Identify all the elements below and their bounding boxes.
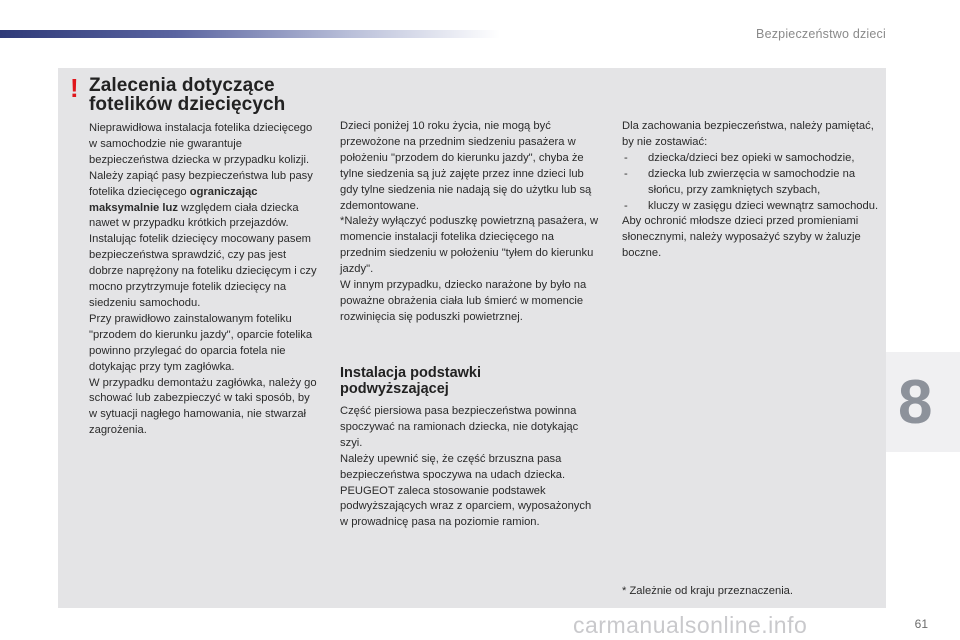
subsection-title-line2: podwyższającej xyxy=(340,381,449,397)
col2-paragraph-6: PEUGEOT zaleca stosowanie podstawek podwyższających wraz z oparciem, wyposażonych w prowadnicę pasa na poziomie ramion. xyxy=(340,484,592,529)
column-1 xyxy=(89,121,317,439)
col2-paragraph-1: Dzieci poniżej 10 roku życia, nie mogą być przewożone na przednim siedzeniu pasażera w położeniu "przodem do kierunku jazdy", chyba że tylne siedzenia są już zajęte przez inne dzieci lub gdy tylne siedzenia nie nadają się do użytku lub są zdemontowane. xyxy=(340,120,592,212)
subsection-title xyxy=(340,365,560,397)
col3-outro: Aby ochronić młodsze dzieci przed promieniami słonecznymi, należy wyposażyć szyby w żaluzje boczne. xyxy=(622,215,861,260)
section-title-line2: fotelików dziecięcych xyxy=(89,94,286,115)
column-2-lower xyxy=(340,404,602,531)
column-2 xyxy=(340,119,602,326)
watermark: carmanualsonline.info xyxy=(573,612,808,638)
list-item: - kluczy w zasięgu dzieci wewnątrz samochodu. xyxy=(622,199,884,215)
list-item: - dziecka/dzieci bez opieki w samochodzie, xyxy=(622,151,884,167)
col2-paragraph-4: Część piersiowa pasa bezpieczeństwa powinna spoczywać na ramionach dziecka, nie dotykając szyi. xyxy=(340,405,579,449)
col1-paragraph-3: Instalując fotelik dziecięcy mocowany pasem bezpieczeństwa sprawdzić, czy pas jest dobrze naprężony na foteliku dziecięcym i czy mocno przytrzymuje fotelik dziecięcy na siedzeniu samochodu. xyxy=(89,233,317,309)
column-3 xyxy=(622,119,884,262)
col1-p2-bold: ograniczając maksymalnie luz xyxy=(89,185,258,214)
page-number: 61 xyxy=(914,617,928,631)
exclamation-icon: ! xyxy=(70,73,79,103)
col1-p2-text-c: względem ciała dziecka nawet w przypadku krótkich przejazdów. xyxy=(89,201,299,230)
col3-list xyxy=(622,151,884,215)
col1-p2-text-a: Należy zapiąć pasy bezpieczeństwa lub pasy fotelika dziecięcego xyxy=(89,169,313,198)
col2-paragraph-3: W innym przypadku, dziecko narażone by było na poważne obrażenia ciała lub śmierć w momencie rozwinięcia się poduszki powietrznej. xyxy=(340,279,587,323)
list-item: - dziecka lub zwierzęcia w samochodzie na słońcu, przy zamkniętych szybach, xyxy=(622,167,884,199)
col1-paragraph-5: W przypadku demontażu zagłówka, należy go schować lub zabezpieczyć w taki sposób, by w sytuacji nagłego hamowania, nie stwarzał zagrożenia. xyxy=(89,376,317,437)
col1-paragraph-1: Nieprawidłowa instalacja fotelika dziecięcego w samochodzie nie gwarantuje bezpieczeństwa dziecka w przypadku kolizji. xyxy=(89,122,313,166)
section-title xyxy=(89,76,329,114)
col3-intro: Dla zachowania bezpieczeństwa, należy pamiętać, by nie zostawiać: xyxy=(622,120,874,148)
footnote: * Zależnie od kraju przeznaczenia. xyxy=(622,585,794,597)
header-decorative-bar xyxy=(0,30,500,38)
col1-paragraph-2 xyxy=(89,169,317,233)
col2-paragraph-5: Należy upewnić się, że część brzuszna pasa bezpieczeństwa spoczywa na udach dziecka. xyxy=(340,452,566,481)
page-header-title: Bezpieczeństwo dzieci xyxy=(756,27,886,41)
subsection-title-line1: Instalacja podstawki xyxy=(340,365,482,381)
col1-paragraph-4: Przy prawidłowo zainstalowanym foteliku "przodem do kierunku jazdy", oparcie fotelika powinno przylegać do oparcia fotela nie dotykając przy tym zagłówka. xyxy=(89,312,313,373)
chapter-number: 8 xyxy=(898,368,933,437)
col2-paragraph-2: *Należy wyłączyć poduszkę powietrzną pasażera, w momencie instalacji fotelika dziecięcego na przednim siedzeniu w położeniu "tyłem do kierunku jazdy". xyxy=(340,215,599,276)
section-title-line1: Zalecenia dotyczące xyxy=(89,75,275,96)
